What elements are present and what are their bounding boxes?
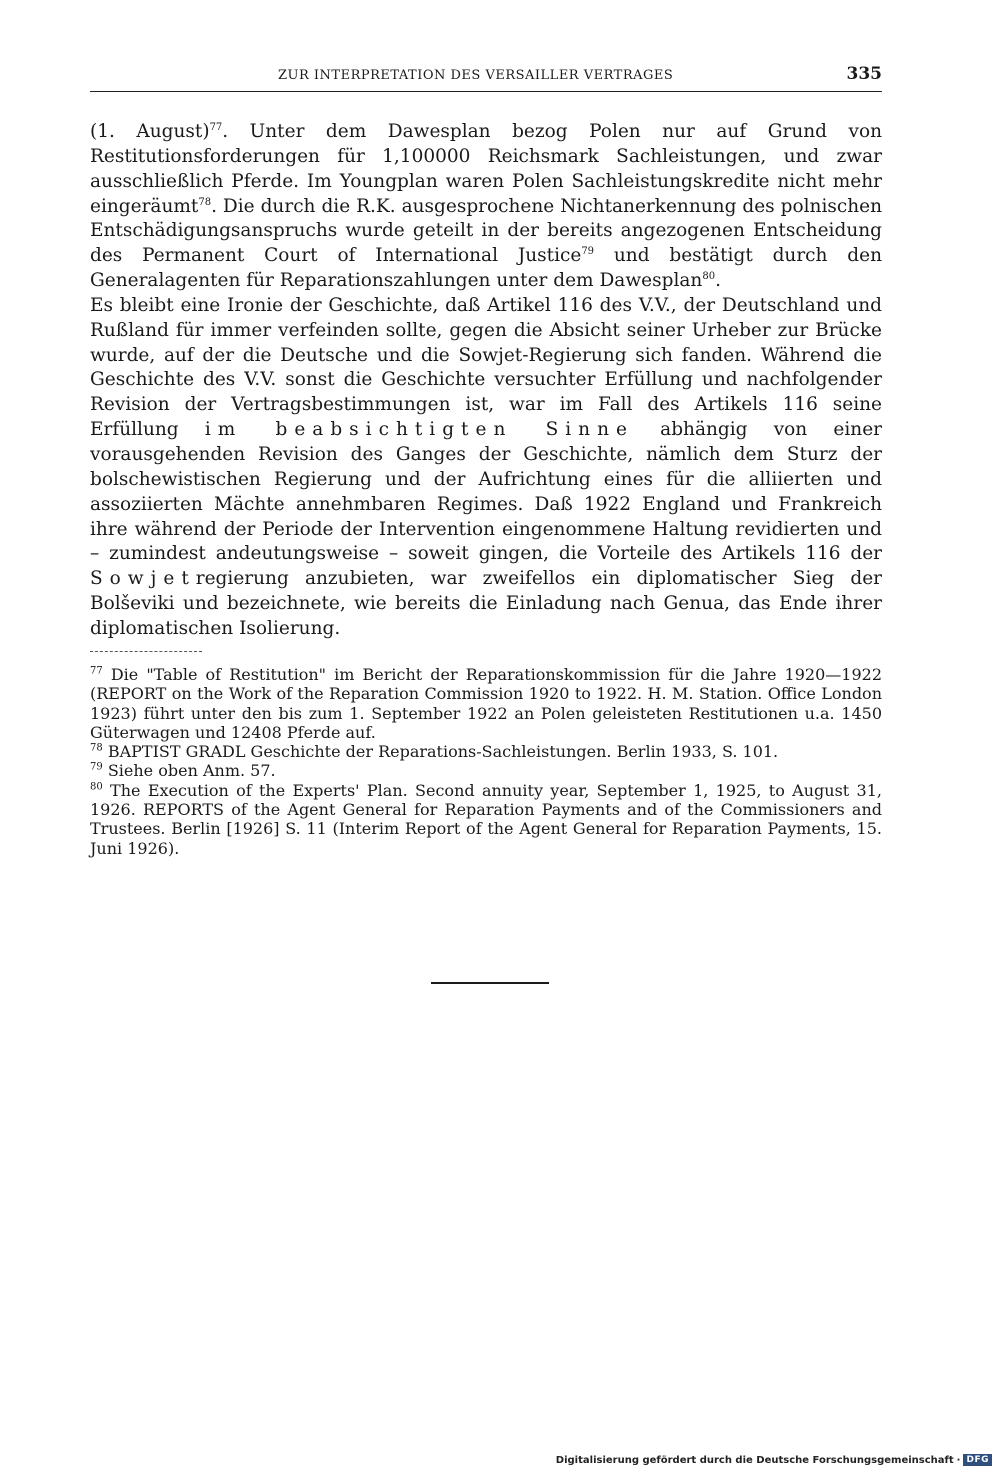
text-span: . <box>715 270 721 292</box>
page-number: 335 <box>846 64 882 84</box>
footnote-77 <box>90 665 882 742</box>
running-header <box>90 66 882 94</box>
running-title: ZUR INTERPRETATION DES VERSAILLER VERTRAGES <box>278 68 674 83</box>
footnote-separator <box>90 651 202 652</box>
footnote-ref-79: 79 <box>581 246 595 258</box>
banner-separator: · <box>956 1454 961 1466</box>
paragraph-1 <box>90 120 882 294</box>
footnote-number: 80 <box>90 781 103 793</box>
emphasis-spaced: Sowjet <box>90 568 196 590</box>
text-span: regierung anzubieten, war zweifellos ein diplomatischer Sieg der Bolševiki und bezeichnete, wie bereits die Einladung nach Genua, das Ende ihrer diplomatischen Isolierung. <box>90 568 882 639</box>
footnote-78 <box>90 742 882 761</box>
dfg-banner <box>556 1454 992 1466</box>
footnotes <box>90 665 882 858</box>
footnote-79 <box>90 761 882 780</box>
footnote-ref-80: 80 <box>702 270 716 282</box>
footnote-number: 78 <box>90 742 103 754</box>
footnote-text: Siehe oben Anm. 57. <box>102 761 276 781</box>
footnote-ref-77: 77 <box>209 121 223 133</box>
paragraph-2 <box>90 294 882 642</box>
footnote-number: 77 <box>90 665 103 677</box>
banner-text: Digitalisierung gefördert durch die Deutsche Forschungsgemeinschaft <box>555 1454 954 1466</box>
emphasis-spaced: im beabsichtigten Sinne <box>204 419 634 441</box>
text-span: . Die durch die R.K. ausgesprochene Nichtanerkennung des polnischen Entschädigungsanspruchs wurde geteilt in der bereits angezogenen Entscheidung des Permanent Court of International Justice <box>90 195 882 267</box>
header-rule <box>90 91 882 92</box>
text-span: (1. August) <box>90 121 210 142</box>
dfg-logo-icon: DFG <box>963 1454 992 1466</box>
footnote-text: BAPTIST GRADL Geschichte der Reparations-Sachleistungen. Berlin 1933, S. 101. <box>102 742 779 762</box>
text-span: . Unter dem Dawesplan bezog Polen nur auf Grund von Restitutionsforderungen für 1,100000 Reichsmark Sachleistungen, und zwar ausschließlich Pferde. Im Youngplan waren Polen Sachleistungskredite nicht mehr eingeräumt <box>90 121 882 217</box>
footnote-number: 79 <box>90 762 103 774</box>
text-span: Es bleibt eine Ironie der Geschichte, daß Artikel 116 des V.V., der Deutschland und Rußland für immer verfeinden sollte, gegen die Absicht seiner Urheber zur Brücke wurde, auf der die Deutsche und die Sowjet-Regierung sich fanden. Während die Geschichte des V.V. sonst die Geschichte versuchter Erfüllung und nachfolgender Revision der Vertragsbestimmungen ist, war im Fall des Artikels 116 seine Erfüllung <box>90 294 882 441</box>
text-span: abhängig von einer vorausgehenden Revision des Ganges der Geschichte, nämlich dem Sturz der bolschewistischen Regierung und der Aufrichtung eines für die alliierten und assoziierten Mächte annehmbaren Regimes. Daß 1922 England und Frankreich ihre während der Periode der Intervention eingenommene Haltung revidierten und – zumindest andeutungsweise – soweit gingen, die Vorteile des Artikels 116 der <box>90 419 883 565</box>
main-text <box>90 120 882 642</box>
footnote-80 <box>90 781 882 858</box>
footnote-text: Die "Table of Restitution" im Bericht der Reparationskommission für die Jahre 1920—1922 (REPORT on the Work of the Reparation Commission 1920 to 1922. H. M. Station. Office London 1923) führt unter den bis zum 1. September 1922 an Polen geleisteten Restitutionen u.a. 1450 Güterwagen und 12408 Pferde auf. <box>90 665 882 742</box>
footnote-text: The Execution of the Experts' Plan. Second annuity year, September 1, 1925, to August 31, 1926. REPORTS of the Agent General for Reparation Payments and of the Commissioners and Trustees. Berlin [1926] S. 11 (Interim Report of the Agent General for Reparation Payments, 15. Juni 1926). <box>90 780 882 858</box>
footnote-ref-78: 78 <box>198 196 212 208</box>
end-rule <box>431 982 549 984</box>
text-span: und bestätigt durch den Generalagenten für Reparationszahlungen unter dem Dawesplan <box>90 245 882 292</box>
